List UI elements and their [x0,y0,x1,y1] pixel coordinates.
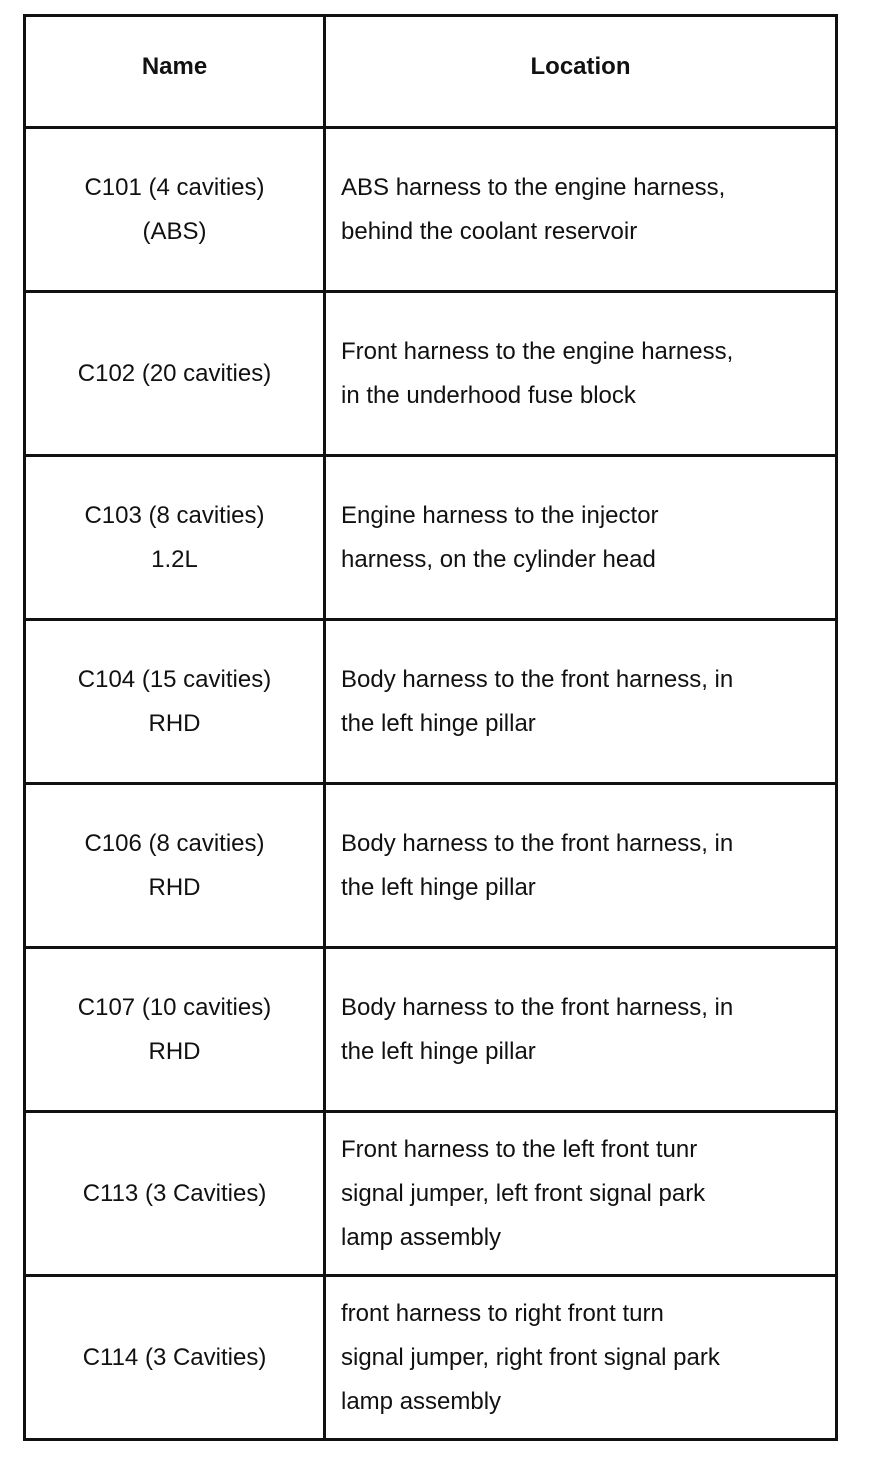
connector-name: C113 (3 Cavities) [82,1179,267,1207]
name-cell [26,1113,326,1274]
name-cell [26,1277,326,1438]
location-cell [326,293,835,454]
connector-name: C102 (20 cavities) [77,359,272,387]
table-row [26,785,835,949]
connector-table [23,14,838,1441]
connector-location: front harness to right front turn signal jumper, right front signal park lamp assembly [341,1299,720,1415]
header-location-label: Location [530,53,631,80]
table-header-row [26,17,835,129]
location-cell [326,785,835,946]
connector-name: C101 (4 cavities) (ABS) [84,173,265,245]
connector-location: Engine harness to the injector harness, on the cylinder head [341,501,659,573]
name-cell [26,129,326,290]
location-cell [326,1113,835,1274]
table-row [26,457,835,621]
name-cell [26,785,326,946]
location-cell [326,621,835,782]
location-cell [326,949,835,1110]
table-row [26,1277,835,1438]
connector-location: Body harness to the front harness, in the left hinge pillar [341,665,734,737]
header-name-label: Name [141,53,208,80]
name-cell [26,621,326,782]
location-cell [326,457,835,618]
table-row [26,293,835,457]
connector-name: C103 (8 cavities) 1.2L [84,501,265,573]
connector-location: ABS harness to the engine harness, behind the coolant reservoir [341,173,726,245]
name-cell [26,949,326,1110]
header-name [26,17,326,126]
table-row [26,949,835,1113]
name-cell [26,457,326,618]
connector-name: C107 (10 cavities) RHD [77,993,272,1065]
connector-location: Front harness to the left front tunr signal jumper, left front signal park lamp assembly [341,1135,706,1251]
location-cell [326,1277,835,1438]
name-cell [26,293,326,454]
table-row [26,1113,835,1277]
table-row [26,129,835,293]
connector-location: Front harness to the engine harness, in the underhood fuse block [341,337,734,409]
connector-location: Body harness to the front harness, in the left hinge pillar [341,829,734,901]
connector-name: C106 (8 cavities) RHD [84,829,265,901]
connector-name: C114 (3 Cavities) [82,1343,267,1371]
connector-location: Body harness to the front harness, in the left hinge pillar [341,993,734,1065]
table-row [26,621,835,785]
header-location [326,17,835,126]
connector-name: C104 (15 cavities) RHD [77,665,272,737]
location-cell [326,129,835,290]
